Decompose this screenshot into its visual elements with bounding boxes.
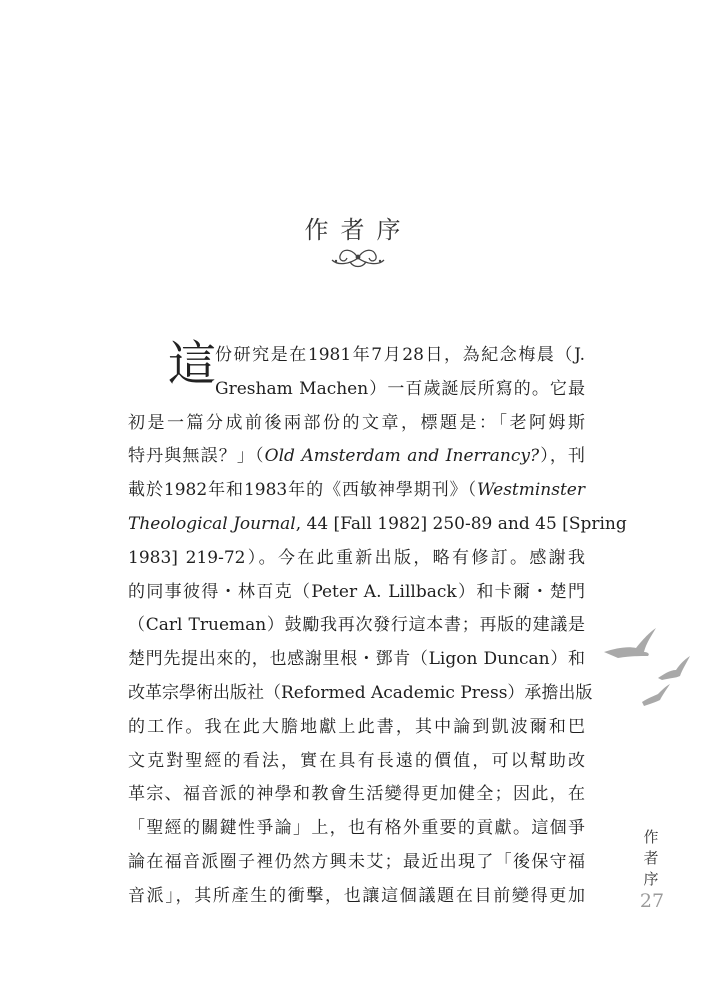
page-title: 作者序	[304, 216, 413, 244]
text-line: 改革宗學術出版社（Reformed Academic Press）承擔出版	[128, 683, 593, 703]
page-number: 27	[639, 890, 665, 912]
text-line: 音派」，其所產生的衝擊，也讓這個議題在目前變得更加	[128, 885, 585, 906]
text-line: 文克對聖經的看法，實在具有長遠的價值，可以幫助改	[128, 750, 585, 771]
text-line	[128, 480, 585, 500]
italic-title: Westminster	[477, 480, 585, 501]
side-label-char: 序	[643, 870, 659, 888]
text-run: 載於1982年和1983年的《西敏神學期刊》（	[128, 480, 478, 501]
italic-title: Theological Journal	[128, 514, 296, 534]
text-line: （Carl Trueman）鼓勵我再次發行這本書；再版的建議是	[128, 615, 585, 636]
text-line: 初是一篇分成前後兩部份的文章，標題是：「老阿姆斯	[128, 412, 585, 433]
floral-ornament-icon	[330, 244, 386, 270]
text-line	[128, 446, 585, 466]
side-chapter-label	[639, 827, 663, 890]
side-label-char: 者	[643, 849, 659, 867]
flying-birds-icon	[600, 622, 692, 714]
text-run: , 44 [Fall 1982] 250-89 and 45 [Spring	[295, 514, 627, 534]
text-run: 特丹與無誤？」（	[128, 446, 265, 467]
text-line: 論在福音派圈子裡仍然方興未艾；最近出現了「後保守福	[128, 852, 585, 872]
text-line: 的工作。我在此大膽地獻上此書，其中論到凱波爾和巴	[128, 716, 585, 737]
text-line: Gresham Machen）一百歲誕辰所寫的。它最	[215, 378, 585, 399]
side-label-char: 作	[643, 828, 659, 846]
text-line: 1983] 219-72）。今在此重新出版，略有修訂。感謝我	[128, 547, 585, 568]
italic-title: Old Amsterdam and Inerrancy?	[264, 446, 540, 467]
text-line: 的同事彼得・林百克（Peter A. Lillback）和卡爾・楚門	[128, 581, 585, 602]
text-line: 楚門先提出來的，也感謝里根・鄧肯（Ligon Duncan）和	[128, 649, 585, 670]
text-run: ），刊	[539, 446, 586, 467]
text-line: 「聖經的關鍵性爭論」上，也有格外重要的貢獻。這個爭	[128, 818, 585, 839]
text-line: 份研究是在1981年7月28日，為紀念梅晨（J.	[215, 345, 585, 365]
drop-cap: 這	[168, 336, 217, 392]
text-line: 革宗、福音派的神學和教會生活變得更加健全；因此，在	[128, 784, 585, 805]
text-line	[128, 514, 627, 534]
